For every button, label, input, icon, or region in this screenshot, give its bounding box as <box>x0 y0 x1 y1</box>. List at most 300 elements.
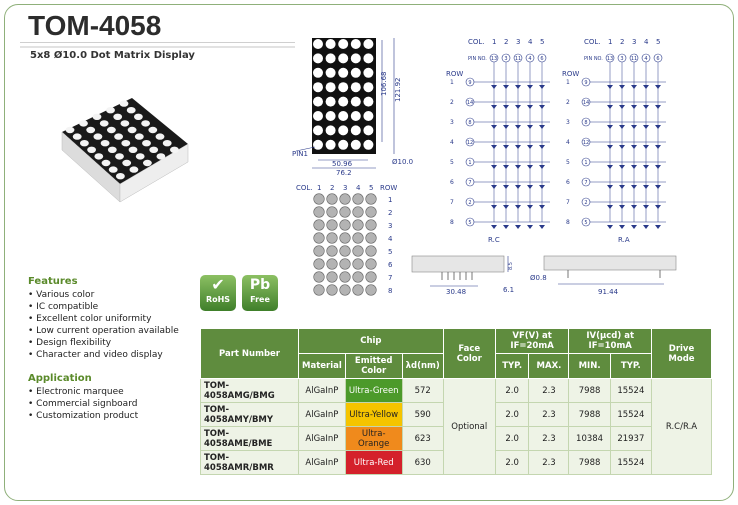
led-diode <box>607 185 613 189</box>
led-diode <box>619 165 625 169</box>
matrix-row-number: 6 <box>388 261 393 269</box>
part-number-cell: TOM-4058AME/BME <box>201 427 299 451</box>
matrix-col-number: 4 <box>356 184 361 192</box>
led-diode <box>631 185 637 189</box>
front-dimension-drawing <box>290 34 420 179</box>
col-number: 3 <box>632 38 637 46</box>
led-diode <box>619 205 625 209</box>
photo-dot <box>128 127 137 133</box>
front-dot <box>351 125 361 135</box>
pin1-label: PIN1 <box>292 150 308 158</box>
led-diode <box>491 205 497 209</box>
photo-dot <box>120 100 129 106</box>
lambda-cell: 623 <box>402 427 443 451</box>
front-dot <box>338 68 348 78</box>
lambda-cell: 572 <box>402 379 443 403</box>
front-dot <box>313 111 323 121</box>
material-cell: AlGaInP <box>299 403 346 427</box>
matrix-col-number: 1 <box>317 184 322 192</box>
material-cell: AlGaInP <box>299 451 346 475</box>
schematic-rc-title: R.C <box>488 236 500 244</box>
col-pin-number: 13 <box>606 56 614 62</box>
check-icon: ✔ <box>211 275 225 294</box>
matrix-row-number: 7 <box>388 274 393 282</box>
col-number: 3 <box>516 38 521 46</box>
photo-dot <box>130 166 139 172</box>
row-pin-number: 14 <box>582 100 590 106</box>
matrix-dot <box>366 285 377 296</box>
col-face-color: Face Color <box>443 329 495 379</box>
table-row <box>201 379 712 403</box>
photo-dot <box>101 140 110 146</box>
front-dot <box>313 39 323 49</box>
row-number: 8 <box>566 219 570 226</box>
led-diode <box>539 125 545 129</box>
front-dot <box>351 111 361 121</box>
vf-max-cell: 2.3 <box>529 451 569 475</box>
front-dot <box>351 68 361 78</box>
col-pin-number: 4 <box>528 56 532 62</box>
row-pin-number: 12 <box>582 140 590 146</box>
photo-dot <box>108 147 117 153</box>
row-pin-number: 1 <box>468 160 472 166</box>
front-dot <box>326 39 336 49</box>
matrix-dot <box>340 194 351 205</box>
col-number: 1 <box>492 38 497 46</box>
emitted-color-cell: Ultra-Red <box>345 451 402 475</box>
schematic-ra <box>556 36 676 246</box>
front-dot <box>338 140 348 150</box>
led-diode <box>655 105 661 109</box>
matrix-dot <box>327 246 338 257</box>
row-pin-number: 2 <box>584 200 588 206</box>
led-diode <box>631 125 637 129</box>
photo-dot <box>121 120 130 126</box>
front-dot <box>363 68 373 78</box>
col-vf-max: MAX. <box>529 354 569 379</box>
features-item: • Design flexibility <box>28 337 179 349</box>
iv-typ-cell: 15524 <box>610 403 651 427</box>
col-emitted-color: Emitted Color <box>345 354 402 379</box>
col-number: 4 <box>528 38 533 46</box>
front-dot <box>351 53 361 63</box>
col-drive-mode: Drive Mode <box>652 329 712 379</box>
row-pin-number: 8 <box>468 120 472 126</box>
led-diode <box>631 205 637 209</box>
front-dot <box>326 82 336 92</box>
row-pin-number: 12 <box>466 140 474 146</box>
matrix-dot <box>353 285 364 296</box>
lambda-cell: 630 <box>402 451 443 475</box>
matrix-dot <box>353 272 364 283</box>
iv-min-cell: 10384 <box>569 427 610 451</box>
matrix-dot <box>327 207 338 218</box>
matrix-col-label: COL. <box>296 184 313 192</box>
material-cell: AlGaInP <box>299 379 346 403</box>
led-diode <box>655 165 661 169</box>
features-item: • Low current operation available <box>28 325 179 337</box>
front-dot <box>313 82 323 92</box>
matrix-dot <box>327 220 338 231</box>
features-list <box>28 289 179 361</box>
matrix-row-number: 2 <box>388 209 393 217</box>
front-dot <box>338 53 348 63</box>
photo-dot <box>163 140 172 146</box>
matrix-dot <box>353 220 364 231</box>
row-number: 3 <box>566 119 570 126</box>
led-diode <box>643 125 649 129</box>
row-pin-number: 8 <box>584 120 588 126</box>
photo-dot <box>122 160 131 166</box>
front-dot <box>338 111 348 121</box>
photo-dot <box>115 153 124 159</box>
front-dot <box>351 39 361 49</box>
led-diode <box>491 125 497 129</box>
col-iv: IV(μcd) at IF=10mA <box>569 329 652 354</box>
front-dot <box>326 140 336 150</box>
led-diode <box>607 125 613 129</box>
led-diode <box>527 85 533 89</box>
led-diode <box>643 205 649 209</box>
features-item: • Excellent color uniformity <box>28 313 179 325</box>
matrix-dot <box>340 246 351 257</box>
led-diode <box>539 165 545 169</box>
row-pin-number: 9 <box>468 80 472 86</box>
front-dot <box>326 111 336 121</box>
front-dot <box>338 82 348 92</box>
led-diode <box>631 105 637 109</box>
col-pin-number: 3 <box>504 56 508 62</box>
led-diode <box>527 165 533 169</box>
led-diode <box>655 125 661 129</box>
features-item: • Various color <box>28 289 179 301</box>
row-number: 3 <box>450 119 454 126</box>
vf-typ-cell: 2.0 <box>495 451 529 475</box>
part-number-cell: TOM-4058AMG/BMG <box>201 379 299 403</box>
face-color-cell: Optional <box>443 379 495 475</box>
front-dot <box>363 140 373 150</box>
photo-dot <box>170 147 179 153</box>
vf-typ-cell: 2.0 <box>495 427 529 451</box>
led-diode <box>527 205 533 209</box>
photo-dot <box>94 153 103 159</box>
row-number: 8 <box>450 219 454 226</box>
matrix-dot <box>314 259 325 270</box>
led-diode <box>503 225 509 229</box>
led-diode <box>607 85 613 89</box>
photo-dot <box>156 133 165 139</box>
matrix-col-number: 5 <box>369 184 374 192</box>
spec-table <box>200 328 712 475</box>
matrix-row-number: 3 <box>388 222 393 230</box>
title-divider-shadow <box>20 46 295 48</box>
matrix-dot <box>327 233 338 244</box>
led-diode <box>607 165 613 169</box>
led-diode <box>515 165 521 169</box>
dim-width1: 50.96 <box>332 160 353 168</box>
photo-dot <box>127 107 136 113</box>
row-number: 6 <box>566 179 570 186</box>
led-diode <box>539 185 545 189</box>
schematic-col-label: COL. <box>584 38 601 46</box>
row-pin-number: 5 <box>468 220 472 226</box>
front-dot <box>326 125 336 135</box>
dim-side1: 30.48 <box>446 288 467 296</box>
matrix-dot <box>366 233 377 244</box>
pin-no-label: PIN NO. <box>584 56 603 62</box>
vf-max-cell: 2.3 <box>529 379 569 403</box>
photo-dot <box>94 133 103 139</box>
col-part-number: Part Number <box>201 329 299 379</box>
matrix-row-number: 1 <box>388 196 393 204</box>
lambda-cell: 590 <box>402 403 443 427</box>
photo-dot <box>136 153 145 159</box>
front-dot <box>313 97 323 107</box>
part-number-cell: TOM-4058AMR/BMR <box>201 451 299 475</box>
photo-dot <box>80 140 89 146</box>
matrix-dot <box>327 285 338 296</box>
led-diode <box>515 205 521 209</box>
matrix-dot <box>353 233 364 244</box>
row-pin-number: 2 <box>468 200 472 206</box>
led-diode <box>503 105 509 109</box>
front-dot <box>326 53 336 63</box>
row-number: 7 <box>566 199 570 206</box>
photo-dot <box>87 147 96 153</box>
row-pin-number: 7 <box>468 180 472 186</box>
row-number: 2 <box>450 99 454 106</box>
matrix-dot <box>340 285 351 296</box>
front-dot <box>338 97 348 107</box>
matrix-dot <box>314 233 325 244</box>
page-subtitle: 5x8 Ø10.0 Dot Matrix Display <box>30 50 195 61</box>
col-number: 2 <box>620 38 625 46</box>
matrix-col-number: 3 <box>343 184 348 192</box>
col-pin-number: 6 <box>540 56 544 62</box>
row-number: 1 <box>450 79 454 86</box>
front-dot <box>338 39 348 49</box>
col-material: Material <box>299 354 346 379</box>
led-diode <box>527 185 533 189</box>
row-pin-number: 14 <box>466 100 474 106</box>
front-dot <box>363 53 373 63</box>
matrix-dot <box>366 220 377 231</box>
vf-typ-cell: 2.0 <box>495 379 529 403</box>
col-number: 5 <box>540 38 545 46</box>
front-dot <box>313 125 323 135</box>
led-diode <box>643 145 649 149</box>
row-number: 1 <box>566 79 570 86</box>
product-photo <box>40 92 190 222</box>
led-diode <box>503 85 509 89</box>
led-diode <box>491 185 497 189</box>
photo-dot <box>148 127 157 133</box>
photo-dot <box>129 147 138 153</box>
led-diode <box>619 185 625 189</box>
col-pin-number: 11 <box>630 56 638 62</box>
dim-height1: 106.68 <box>380 71 388 96</box>
dim-side4: 91.44 <box>598 288 619 296</box>
photo-dot <box>113 114 122 120</box>
photo-dot <box>135 133 144 139</box>
led-diode <box>655 145 661 149</box>
col-number: 2 <box>504 38 509 46</box>
row-number: 5 <box>566 159 570 166</box>
led-diode <box>515 125 521 129</box>
matrix-dot <box>366 246 377 257</box>
pb-label: Pb <box>249 277 271 293</box>
iv-typ-cell: 15524 <box>610 379 651 403</box>
row-number: 4 <box>566 139 570 146</box>
matrix-row-number: 4 <box>388 235 393 243</box>
matrix-dot <box>314 207 325 218</box>
schematic-col-label: COL. <box>468 38 485 46</box>
col-pin-number: 11 <box>514 56 522 62</box>
row-pin-number: 7 <box>584 180 588 186</box>
title-divider <box>20 42 295 43</box>
dim-side2: 6.1 <box>503 286 515 294</box>
matrix-dot <box>340 220 351 231</box>
photo-dot <box>102 160 111 166</box>
iv-min-cell: 7988 <box>569 379 610 403</box>
col-lambda: λd(nm) <box>402 354 443 379</box>
emitted-color-cell: Ultra-Yellow <box>345 403 402 427</box>
col-vf-typ: TYP. <box>495 354 529 379</box>
col-number: 1 <box>608 38 613 46</box>
matrix-dot <box>340 233 351 244</box>
led-diode <box>607 105 613 109</box>
col-pin-number: 13 <box>490 56 498 62</box>
led-diode <box>527 125 533 129</box>
matrix-dot <box>353 194 364 205</box>
led-diode <box>643 85 649 89</box>
photo-dot <box>121 140 130 146</box>
matrix-dot <box>327 259 338 270</box>
matrix-dot <box>366 259 377 270</box>
led-diode <box>539 225 545 229</box>
photo-dot <box>79 120 88 126</box>
led-diode <box>619 105 625 109</box>
led-diode <box>527 145 533 149</box>
led-diode <box>503 165 509 169</box>
col-pin-number: 4 <box>644 56 648 62</box>
features-heading: Features <box>28 276 78 287</box>
led-diode <box>619 225 625 229</box>
matrix-col-number: 2 <box>330 184 335 192</box>
matrix-dot <box>340 207 351 218</box>
led-diode <box>539 205 545 209</box>
col-number: 4 <box>644 38 649 46</box>
led-diode <box>515 85 521 89</box>
drive-mode-cell: R.C/R.A <box>652 379 712 475</box>
front-dot <box>363 97 373 107</box>
matrix-dot <box>366 272 377 283</box>
application-heading: Application <box>28 373 92 384</box>
led-diode <box>643 105 649 109</box>
row-number: 7 <box>450 199 454 206</box>
matrix-row-label: ROW <box>380 184 398 192</box>
led-diode <box>491 225 497 229</box>
led-diode <box>515 145 521 149</box>
front-dot <box>351 140 361 150</box>
led-diode <box>491 105 497 109</box>
matrix-dot <box>314 285 325 296</box>
dim-side3: Ø0.8 <box>530 274 547 282</box>
led-diode <box>515 105 521 109</box>
photo-dot <box>86 127 95 133</box>
col-iv-min: MIN. <box>569 354 610 379</box>
matrix-dot <box>314 246 325 257</box>
application-list <box>28 386 138 422</box>
led-diode <box>643 225 649 229</box>
front-dot <box>351 82 361 92</box>
photo-dot <box>73 133 82 139</box>
col-pin-number: 3 <box>620 56 624 62</box>
iv-typ-cell: 15524 <box>610 451 651 475</box>
led-diode <box>619 125 625 129</box>
matrix-row-number: 8 <box>388 287 393 295</box>
dot-matrix-map <box>296 182 411 306</box>
led-diode <box>491 85 497 89</box>
front-dot <box>338 125 348 135</box>
features-item: • IC compatible <box>28 301 179 313</box>
col-chip: Chip <box>299 329 444 354</box>
row-pin-number: 1 <box>584 160 588 166</box>
part-number-cell: TOM-4058AMY/BMY <box>201 403 299 427</box>
col-number: 5 <box>656 38 661 46</box>
led-diode <box>527 225 533 229</box>
vf-typ-cell: 2.0 <box>495 403 529 427</box>
photo-dot <box>116 173 125 179</box>
led-diode <box>515 185 521 189</box>
features-item: • Character and video display <box>28 349 179 361</box>
matrix-dot <box>353 207 364 218</box>
matrix-dot <box>314 194 325 205</box>
front-dot <box>351 97 361 107</box>
photo-dot <box>142 140 151 146</box>
front-dot <box>363 39 373 49</box>
rohs-label: RoHS <box>205 295 231 304</box>
led-diode <box>631 225 637 229</box>
matrix-dot <box>366 207 377 218</box>
matrix-dot <box>366 194 377 205</box>
pin-no-label: PIN NO. <box>468 56 487 62</box>
photo-dot <box>134 114 143 120</box>
emitted-color-cell: Ultra-Green <box>345 379 402 403</box>
dim-width2: 76.2 <box>336 169 352 177</box>
iv-min-cell: 7988 <box>569 451 610 475</box>
matrix-dot <box>314 220 325 231</box>
schematic-row-label: ROW <box>562 70 580 78</box>
led-diode <box>607 225 613 229</box>
led-diode <box>539 145 545 149</box>
dim-height2: 121.92 <box>394 77 402 102</box>
front-dot <box>363 82 373 92</box>
led-diode <box>539 85 545 89</box>
row-pin-number: 5 <box>584 220 588 226</box>
led-diode <box>515 225 521 229</box>
iv-typ-cell: 21937 <box>610 427 651 451</box>
led-diode <box>527 105 533 109</box>
col-vf: VF(V) at IF=20mA <box>495 329 569 354</box>
photo-dot <box>100 120 109 126</box>
photo-dot <box>114 133 123 139</box>
matrix-dot <box>314 272 325 283</box>
matrix-dot <box>327 194 338 205</box>
led-diode <box>631 85 637 89</box>
front-dot <box>313 53 323 63</box>
front-dot <box>313 68 323 78</box>
